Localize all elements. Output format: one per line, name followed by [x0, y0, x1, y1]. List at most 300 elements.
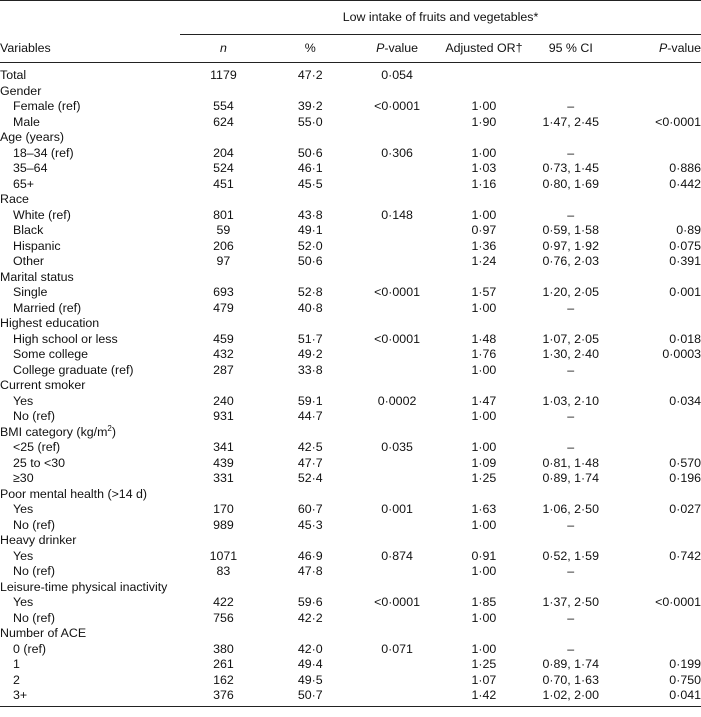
row-label: No (ref) — [13, 409, 55, 423]
cell-p — [354, 611, 441, 627]
table-row — [0, 580, 701, 596]
cell-p2 — [614, 146, 701, 162]
cell-pct: 47·8 — [297, 564, 323, 578]
cell-n: 432 — [213, 347, 234, 361]
cell-ci — [527, 270, 614, 286]
cell-p2: <0·0001 — [655, 114, 701, 129]
row-label: Yes — [13, 595, 34, 609]
cell-p — [354, 239, 441, 255]
cell-n: 693 — [213, 285, 234, 299]
cell-ci: – — [567, 409, 575, 423]
cell-p2 — [614, 642, 701, 658]
cell-ci — [527, 626, 614, 642]
cell-ci: – — [567, 145, 575, 160]
cell-ci: 1·02, 2·00 — [527, 688, 614, 706]
cell-or: 0·91 — [471, 548, 497, 563]
cell-or: 1·00 — [471, 517, 497, 532]
cell-pct: 47·7 — [297, 455, 323, 470]
cell-p2: 0·89 — [676, 223, 701, 237]
cell-or — [440, 192, 527, 208]
col-n: n — [180, 35, 267, 63]
cell-or: 1·85 — [471, 595, 497, 609]
cell-pct: 49·4 — [297, 657, 323, 671]
cell-ci: – — [567, 564, 575, 578]
cell-pct: 59·1 — [297, 393, 323, 408]
cell-or: 1·00 — [471, 641, 497, 656]
cell-ci: 1·06, 2·50 — [542, 502, 599, 516]
cell-pct: 59·6 — [297, 595, 323, 609]
cell-n: 931 — [213, 409, 234, 423]
group-label: Heavy drinker — [0, 533, 77, 547]
cell-pct: 46·1 — [297, 161, 323, 175]
cell-n: 170 — [213, 502, 234, 516]
table-row — [0, 84, 701, 100]
cell-p: 0·001 — [381, 502, 413, 516]
col-adjusted-or: Adjusted OR† — [440, 35, 527, 63]
cell-p: 0·054 — [381, 68, 413, 82]
cell-p: 0·874 — [381, 548, 413, 563]
cell-ci: 1·37, 2·50 — [542, 595, 599, 609]
cell-p — [354, 316, 441, 332]
cell-n: 451 — [213, 176, 234, 191]
row-label: 35–64 — [13, 161, 48, 175]
table-row — [0, 549, 701, 565]
table-row — [0, 642, 701, 658]
table-row — [0, 471, 701, 487]
cell-p — [354, 130, 441, 146]
cell-ci — [527, 580, 614, 596]
cell-n: 422 — [213, 595, 234, 609]
table-row — [0, 533, 701, 549]
cell-or — [440, 84, 527, 100]
cell-or: 1·76 — [471, 347, 497, 361]
cell-or: 1·47 — [471, 393, 497, 408]
table-row — [0, 657, 701, 673]
cell-p — [354, 161, 441, 177]
cell-n: 204 — [213, 145, 234, 160]
cell-ci: 0·89, 1·74 — [542, 471, 599, 485]
cell-ci: 0·76, 2·03 — [542, 254, 599, 268]
cell-pct: 44·7 — [297, 409, 323, 423]
table-row — [0, 99, 701, 115]
cell-p2 — [614, 270, 701, 286]
cell-p — [354, 254, 441, 270]
row-label: 3+ — [0, 688, 180, 706]
table-row — [0, 347, 701, 363]
cell-pct — [267, 487, 354, 503]
table-row — [0, 146, 701, 162]
cell-n — [180, 130, 267, 146]
cell-ci: 0·73, 1·45 — [542, 161, 599, 175]
cell-ci — [527, 192, 614, 208]
cell-n — [180, 84, 267, 100]
cell-n — [180, 316, 267, 332]
cell-p — [354, 425, 441, 441]
row-label: 1 — [13, 657, 20, 671]
col-variables: Variables — [0, 35, 180, 63]
table-row — [0, 425, 701, 441]
cell-n: 380 — [213, 641, 234, 656]
cell-n: 439 — [213, 455, 234, 470]
table-row — [0, 115, 701, 131]
cell-p — [354, 673, 441, 689]
cell-p2 — [614, 580, 701, 596]
table-row — [0, 223, 701, 239]
cell-p2: 0·442 — [669, 176, 701, 191]
cell-ci — [527, 84, 614, 100]
cell-p — [354, 301, 441, 317]
cell-or: 1·00 — [471, 362, 497, 377]
cell-ci — [527, 487, 614, 503]
cell-n: 1071 — [209, 548, 238, 563]
cell-p — [354, 564, 441, 580]
group-label: Highest education — [0, 316, 100, 330]
cell-or — [440, 270, 527, 286]
cell-pct: 50·6 — [297, 254, 323, 268]
table-row — [0, 208, 701, 224]
cell-pct: 33·8 — [297, 362, 323, 377]
cell-p — [354, 580, 441, 596]
cell-ci — [527, 425, 614, 441]
cell-pct: 46·9 — [297, 548, 323, 563]
cell-or — [440, 316, 527, 332]
table-row — [0, 177, 701, 193]
cell-pct — [267, 425, 354, 441]
row-label: Yes — [13, 548, 34, 563]
cell-p2: 0·570 — [669, 455, 701, 470]
cell-pct: 49·1 — [297, 223, 323, 237]
cell-ci: 1·30, 2·40 — [542, 347, 599, 361]
cell-or: 1·57 — [471, 285, 497, 299]
table-row — [0, 611, 701, 627]
cell-n: 801 — [213, 207, 234, 222]
cell-or: 1·00 — [471, 564, 497, 578]
cell-n — [180, 378, 267, 394]
group-label: Race — [0, 192, 29, 206]
table-row — [0, 161, 701, 177]
cell-p2 — [614, 564, 701, 580]
cell-ci: 0·70, 1·63 — [542, 672, 599, 687]
cell-pct: 52·0 — [297, 238, 323, 253]
table-row — [0, 440, 701, 456]
cell-or: 1·25 — [471, 657, 497, 671]
cell-or: 1·03 — [471, 161, 497, 175]
cell-p — [354, 115, 441, 131]
cell-p2: 0·750 — [669, 672, 701, 687]
cell-or — [440, 626, 527, 642]
cell-pct: 60·7 — [297, 502, 323, 516]
cell-ci: 0·89, 1·74 — [542, 657, 599, 671]
cell-pct: 49·2 — [297, 347, 323, 361]
table-row — [0, 316, 701, 332]
cell-p: <0·0001 — [374, 595, 420, 609]
cell-pct — [267, 533, 354, 549]
row-label: Male — [13, 114, 40, 129]
row-label: College graduate (ref) — [13, 362, 134, 377]
row-label: No (ref) — [13, 517, 55, 532]
cell-or: 1·09 — [471, 455, 497, 470]
cell-p2 — [614, 533, 701, 549]
row-label: No (ref) — [13, 610, 55, 625]
col-pct: % — [267, 35, 354, 63]
cell-n: 989 — [213, 517, 234, 532]
cell-n: 1179 — [210, 68, 237, 82]
cell-or — [440, 487, 527, 503]
cell-p — [354, 270, 441, 286]
cell-n: 341 — [213, 440, 234, 454]
cell-p: 0·306 — [381, 145, 413, 160]
group-label: Total — [0, 68, 27, 82]
cell-or: 1·90 — [471, 114, 497, 129]
cell-pct — [267, 270, 354, 286]
cell-p: 0·148 — [381, 207, 413, 222]
group-label: BMI category $(kg/m^2)$ — [0, 423, 117, 439]
cell-or — [440, 378, 527, 394]
cell-pct: 42·5 — [297, 440, 323, 454]
cell-p — [354, 518, 441, 534]
cell-p2 — [614, 611, 701, 627]
table-row — [0, 130, 701, 146]
cell-p2: 0·034 — [669, 393, 701, 408]
cell-n: 756 — [213, 610, 234, 625]
cell-pct — [267, 316, 354, 332]
cell-n: 240 — [213, 393, 234, 408]
row-label: Yes — [13, 393, 34, 408]
cell-pct: 42·0 — [297, 641, 323, 656]
cell-or — [440, 580, 527, 596]
cell-p — [354, 657, 441, 673]
cell-ci: 1·03, 2·10 — [542, 393, 599, 408]
cell-n — [180, 487, 267, 503]
cell-or — [440, 533, 527, 549]
cell-p2 — [614, 208, 701, 224]
cell-n: 162 — [213, 672, 234, 687]
cell-p: <0·0001 — [374, 331, 420, 346]
cell-pct: 47·2 — [297, 68, 323, 82]
cell-p2 — [614, 363, 701, 379]
cell-or: 1·63 — [471, 502, 497, 516]
table-body — [0, 63, 701, 707]
cell-p — [354, 177, 441, 193]
cell-or — [440, 63, 527, 84]
row-label: Other — [13, 254, 44, 268]
col-pvalue-2: P-value — [614, 35, 701, 63]
cell-n — [180, 192, 267, 208]
cell-ci: 1·07, 2·05 — [542, 331, 599, 346]
table-row — [0, 254, 701, 270]
cell-p2 — [614, 192, 701, 208]
cell-ci: – — [567, 300, 575, 315]
cell-p2 — [614, 301, 701, 317]
cell-p2: 0·199 — [669, 657, 701, 671]
cell-p2 — [614, 84, 701, 100]
cell-pct — [267, 580, 354, 596]
cell-ci: – — [567, 517, 575, 532]
cell-p2: 0·0003 — [662, 347, 701, 361]
cell-p — [354, 378, 441, 394]
cell-or: 1·48 — [471, 331, 497, 346]
cell-or: 1·00 — [471, 99, 497, 113]
cell-p2 — [614, 63, 701, 84]
cell-pct: 42·2 — [297, 610, 323, 625]
cell-or: 1·16 — [471, 176, 497, 191]
cell-p: 0·0002 — [377, 393, 417, 408]
cell-p: 0·035 — [381, 440, 413, 454]
cell-ci: – — [567, 99, 575, 113]
cell-pct: 43·8 — [297, 207, 323, 222]
cell-ci — [527, 316, 614, 332]
cell-p2 — [614, 487, 701, 503]
cell-or: 1·00 — [471, 440, 497, 454]
col-pvalue: P-value — [354, 35, 441, 63]
table-row — [0, 487, 701, 503]
cell-pct: 52·4 — [297, 471, 323, 485]
table-row — [0, 285, 701, 301]
table-row — [0, 595, 701, 611]
cell-or: 1·42 — [440, 688, 527, 706]
table-row — [0, 332, 701, 348]
cell-n: 479 — [213, 300, 234, 315]
cell-p2 — [614, 378, 701, 394]
cell-pct: 39·2 — [297, 99, 323, 113]
cell-p2: 0·742 — [669, 548, 701, 563]
cell-n — [180, 270, 267, 286]
row-label: 0 (ref) — [13, 641, 47, 656]
group-label: Leisure-time physical inactivity — [0, 579, 168, 594]
row-label: White (ref) — [13, 207, 71, 222]
cell-pct — [267, 130, 354, 146]
cell-n: 261 — [213, 657, 234, 671]
cell-n: 624 — [213, 114, 234, 129]
row-label: 18–34 (ref) — [13, 145, 74, 160]
table-row — [0, 688, 701, 706]
cell-n: 83 — [216, 564, 231, 578]
cell-ci: – — [567, 641, 575, 656]
table-row — [0, 626, 701, 642]
cell-p: 0·071 — [381, 641, 413, 656]
row-label: No (ref) — [13, 564, 55, 578]
row-label: 25 to <30 — [13, 455, 66, 470]
table-row — [0, 270, 701, 286]
cell-p2 — [614, 99, 701, 115]
row-label: High school or less — [13, 331, 118, 346]
cell-pct: 50·7 — [267, 688, 354, 706]
table-row — [0, 564, 701, 580]
cell-p2: 0·886 — [669, 161, 701, 175]
cell-ci: 0·81, 1·48 — [542, 455, 599, 470]
table-row — [0, 409, 701, 425]
cell-pct — [267, 626, 354, 642]
spanner-header: Low intake of fruits and vegetables* — [180, 1, 701, 35]
col-ci: 95 % CI — [527, 35, 614, 63]
cell-or: 1·00 — [471, 145, 497, 160]
cell-or: 1·36 — [471, 238, 497, 253]
cell-p — [354, 347, 441, 363]
cell-p2 — [614, 518, 701, 534]
cell-p2: 0·391 — [669, 254, 701, 268]
row-label: Black — [13, 223, 44, 237]
cell-ci — [527, 378, 614, 394]
table-row — [0, 673, 701, 689]
cell-ci: – — [567, 440, 575, 454]
cell-or: 1·00 — [471, 300, 497, 315]
cell-pct — [267, 84, 354, 100]
row-label: 2 — [13, 672, 20, 687]
cell-pct: 49·5 — [297, 672, 323, 687]
row-label: Female (ref) — [13, 99, 81, 113]
cell-ci — [527, 130, 614, 146]
cell-p — [354, 456, 441, 472]
cell-pct: 55·0 — [297, 114, 323, 129]
cell-or: 0·97 — [471, 223, 497, 237]
cell-or: 1·00 — [471, 207, 497, 222]
cell-or: 1·25 — [471, 471, 497, 485]
cell-ci: 1·20, 2·05 — [542, 285, 599, 299]
group-label: Number of ACE — [0, 626, 87, 640]
cell-p2 — [614, 130, 701, 146]
cell-p2 — [614, 440, 701, 456]
cell-ci: – — [567, 610, 575, 625]
table-row — [0, 301, 701, 317]
row-label: ≥30 — [13, 471, 34, 485]
column-header-row — [0, 35, 701, 63]
row-label: <25 (ref) — [13, 440, 61, 454]
cell-ci — [527, 533, 614, 549]
cell-ci: 0·52, 1·59 — [542, 548, 599, 563]
cell-pct — [267, 378, 354, 394]
group-label: Gender — [0, 83, 42, 98]
cell-p — [354, 223, 441, 239]
cell-p2: 0·041 — [614, 688, 701, 706]
cell-or: 1·00 — [471, 409, 497, 423]
table-row — [0, 363, 701, 379]
cell-p — [354, 688, 441, 706]
cell-p — [354, 533, 441, 549]
cell-or — [440, 130, 527, 146]
cell-n — [180, 626, 267, 642]
cell-p — [354, 626, 441, 642]
cell-n — [180, 580, 267, 596]
table-row — [0, 456, 701, 472]
table-row — [0, 378, 701, 394]
cell-ci: – — [567, 207, 575, 222]
cell-p2: 0·018 — [669, 331, 701, 346]
cell-pct: 50·6 — [297, 145, 323, 160]
table-row — [0, 502, 701, 518]
cell-pct: 45·5 — [297, 176, 323, 191]
cell-p2: 0·075 — [669, 238, 701, 253]
cell-p2 — [614, 409, 701, 425]
group-label: Marital status — [0, 269, 74, 284]
cell-p2 — [614, 316, 701, 332]
cell-n — [180, 425, 267, 441]
cell-n — [180, 533, 267, 549]
cell-pct — [267, 192, 354, 208]
cell-or — [440, 425, 527, 441]
cell-n: 376 — [180, 688, 267, 706]
cell-p — [354, 471, 441, 487]
table-row — [0, 518, 701, 534]
table-row — [0, 63, 701, 84]
cell-or: 1·07 — [471, 672, 497, 687]
cell-ci: – — [567, 362, 575, 377]
row-label: Married (ref) — [13, 300, 82, 315]
cell-p — [354, 363, 441, 379]
cell-n: 97 — [216, 254, 231, 268]
row-label: Hispanic — [13, 238, 61, 253]
cell-n: 287 — [213, 362, 234, 377]
row-label: Single — [13, 285, 48, 299]
